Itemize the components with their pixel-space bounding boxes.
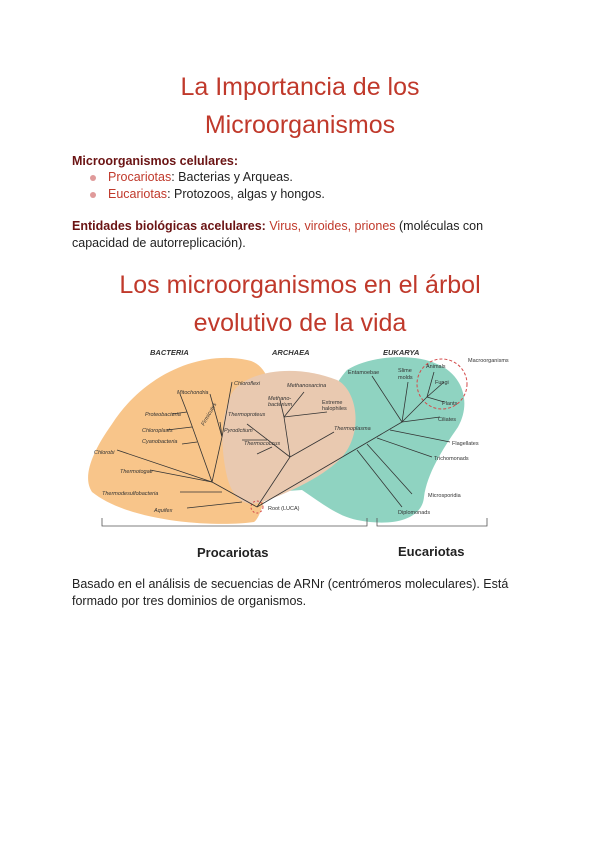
label-methanosarcina: Methanosarcina (287, 383, 327, 389)
celulares-list (90, 169, 325, 203)
label-thermoproteus: Thermoproteus (228, 412, 266, 418)
acelulares-line2: capacidad de autorreplicación). (72, 236, 246, 250)
label-fungi: Fungi (435, 380, 449, 386)
label-pyrodictium: Pyrodictium (224, 428, 253, 434)
label-microsporidia: Microsporidia (428, 493, 461, 499)
term-procariotas: Procariotas (108, 170, 172, 184)
domain-archaea-label: ARCHAEA (272, 348, 310, 357)
label-molds: molds (398, 375, 413, 381)
label-cyanobacteria: Cyanobacteria (142, 439, 178, 445)
label-root-luca: Root (LUCA) (268, 506, 300, 512)
label-plants: Plants (442, 401, 458, 407)
label-mitochondria: Mitochondria (177, 390, 209, 396)
label-proteobacteria: Proteobacteria (145, 412, 181, 418)
acelulares-heading: Entidades biológicas acelulares: (72, 219, 266, 233)
label-chlorobi: Chlorobi (94, 450, 115, 456)
phylogenetic-tree (72, 342, 532, 567)
label-thermococcus: Thermococcus (244, 441, 281, 447)
label-trichomonads: Trichomonads (434, 456, 469, 462)
label-halophiles: halophiles (322, 406, 347, 412)
label-thermoplasma: Thermoplasma (334, 426, 371, 432)
label-methano: Methano- (268, 396, 292, 402)
label-extreme: Extreme (322, 400, 343, 406)
domain-eukarya-label: EUKARYA (383, 348, 420, 357)
main-title-line2: Microorganismos (204, 111, 396, 139)
label-macroorganisms: Macroorganisms (468, 358, 509, 364)
acelulares-paragraph (72, 218, 483, 252)
label-thermotogae: Thermotogae (120, 469, 153, 475)
domain-bacteria-label: BACTERIA (150, 348, 189, 357)
list-item (90, 169, 325, 186)
main-title-line1: La Importancia de los (180, 73, 420, 101)
label-procariotas: Procariotas (197, 545, 269, 560)
desc-eucariotas: : Protozoos, algas y hongos. (167, 187, 325, 201)
main-title (0, 68, 600, 144)
acelulares-examples: Virus, viroides, priones (269, 219, 396, 233)
label-firmicutes: Firmicutes (200, 402, 219, 427)
bullet-icon (90, 192, 96, 198)
celulares-heading: Microorganismos celulares: (72, 154, 239, 168)
bullet-icon (90, 175, 96, 181)
closing-line2: formado por tres dominios de organismos. (72, 594, 307, 608)
section-title-line2: evolutivo de la vida (193, 309, 407, 337)
acelulares-rest: (moléculas con (395, 219, 484, 233)
label-aquifex: Aquifex (154, 508, 173, 514)
label-chloroplasts: Chloroplasts (142, 428, 173, 434)
section-title-line1: Los microorganismos en el árbol (119, 271, 481, 299)
section-title (0, 266, 600, 342)
label-thermodesulfobacteria: Thermodesulfobacteria (102, 491, 159, 497)
label-entamoebae: Entamoebae (348, 370, 380, 376)
closing-paragraph (72, 576, 532, 610)
label-diplomonads: Diplomonads (398, 510, 431, 516)
label-eucariotas: Eucariotas (398, 544, 465, 559)
label-bacterium: bacterium (268, 402, 293, 408)
desc-procariotas: : Bacterias y Arqueas. (171, 170, 293, 184)
label-animals: Animals (426, 364, 446, 370)
label-slime: Slime (398, 368, 412, 374)
label-flagellates: Flagellates (452, 441, 479, 447)
label-ciliates: Ciliates (438, 417, 457, 423)
term-eucariotas: Eucariotas (108, 187, 168, 201)
list-item (90, 186, 325, 203)
label-chloroflexi: Chloroflexi (234, 381, 260, 387)
closing-line1: Basado en el análisis de secuencias de ARNr (centrómeros moleculares). Está (72, 577, 509, 591)
